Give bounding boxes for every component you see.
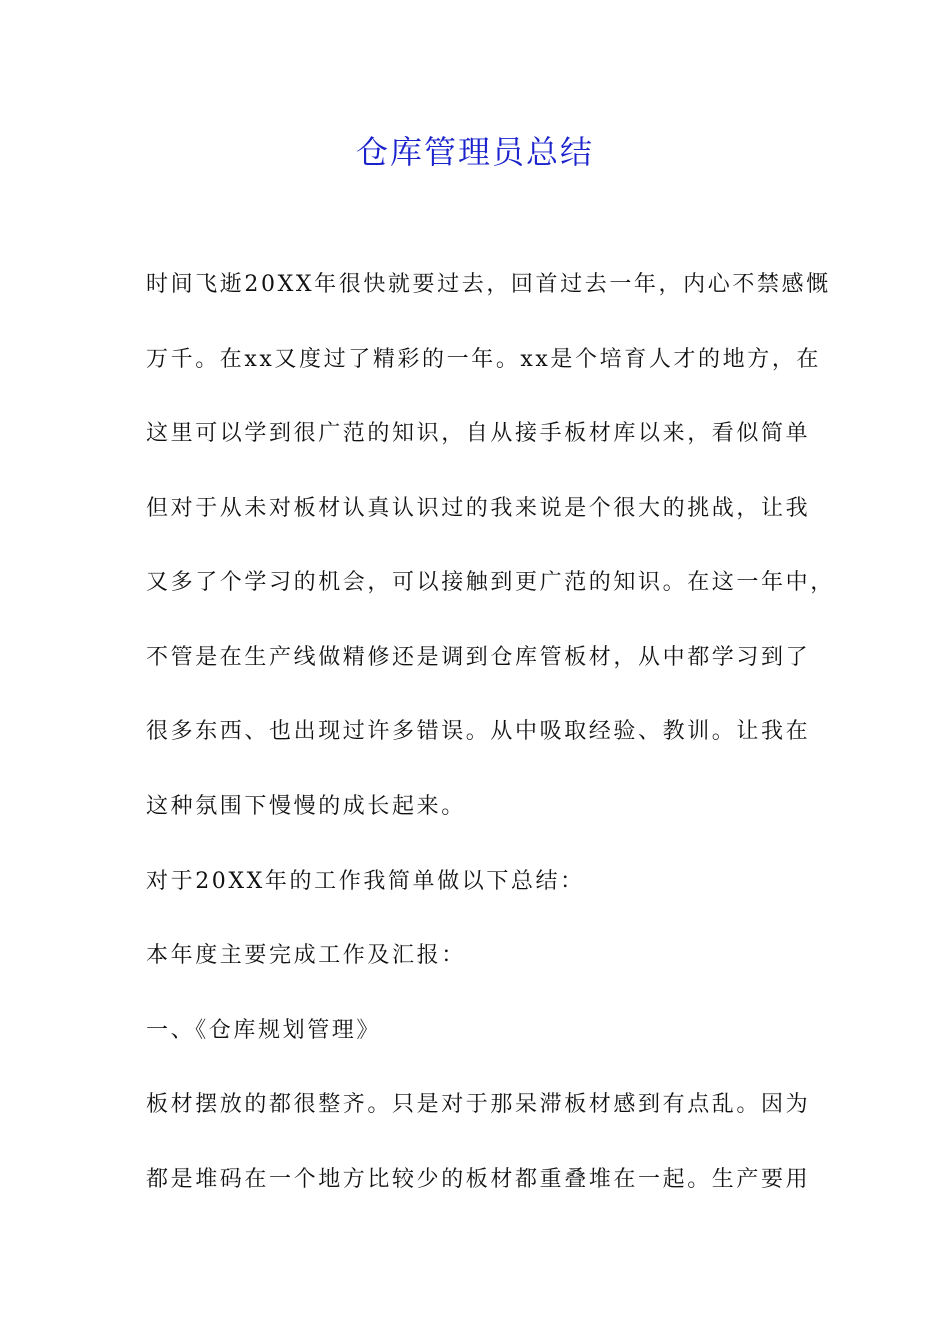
body-line-4: 但对于从未对板材认真认识过的我来说是个很大的挑战，让我 — [146, 496, 811, 521]
body-line-12: 板材摆放的都很整齐。只是对于那呆滞板材感到有点乱。因为 — [146, 1092, 811, 1117]
body-line-10: 本年度主要完成工作及汇报： — [146, 943, 466, 968]
body-line-5: 又多了个学习的机会，可以接触到更广范的知识。在这一年中， — [146, 570, 835, 595]
body-line-13: 都是堆码在一个地方比较少的板材都重叠堆在一起。生产要用 — [146, 1167, 811, 1192]
body-line-7: 很多东西、也出现过许多错误。从中吸取经验、教训。让我在 — [146, 719, 811, 744]
body-line-1: 时间飞逝20XX年很快就要过去，回首过去一年，内心不禁感慨 — [146, 272, 831, 297]
body-line-3: 这里可以学到很广范的知识，自从接手板材库以来，看似简单 — [146, 421, 811, 446]
body-line-9: 对于20XX年的工作我简单做以下总结： — [146, 869, 585, 894]
body-line-6: 不管是在生产线做精修还是调到仓库管板材，从中都学习到了 — [146, 645, 811, 670]
body-line-2: 万千。在xx又度过了精彩的一年。xx是个培育人才的地方，在 — [146, 347, 822, 372]
body-line-8: 这种氛围下慢慢的成长起来。 — [146, 794, 466, 819]
section-heading: 一、《仓库规划管理》 — [146, 1018, 382, 1043]
page-title: 仓库管理员总结 — [355, 133, 594, 171]
